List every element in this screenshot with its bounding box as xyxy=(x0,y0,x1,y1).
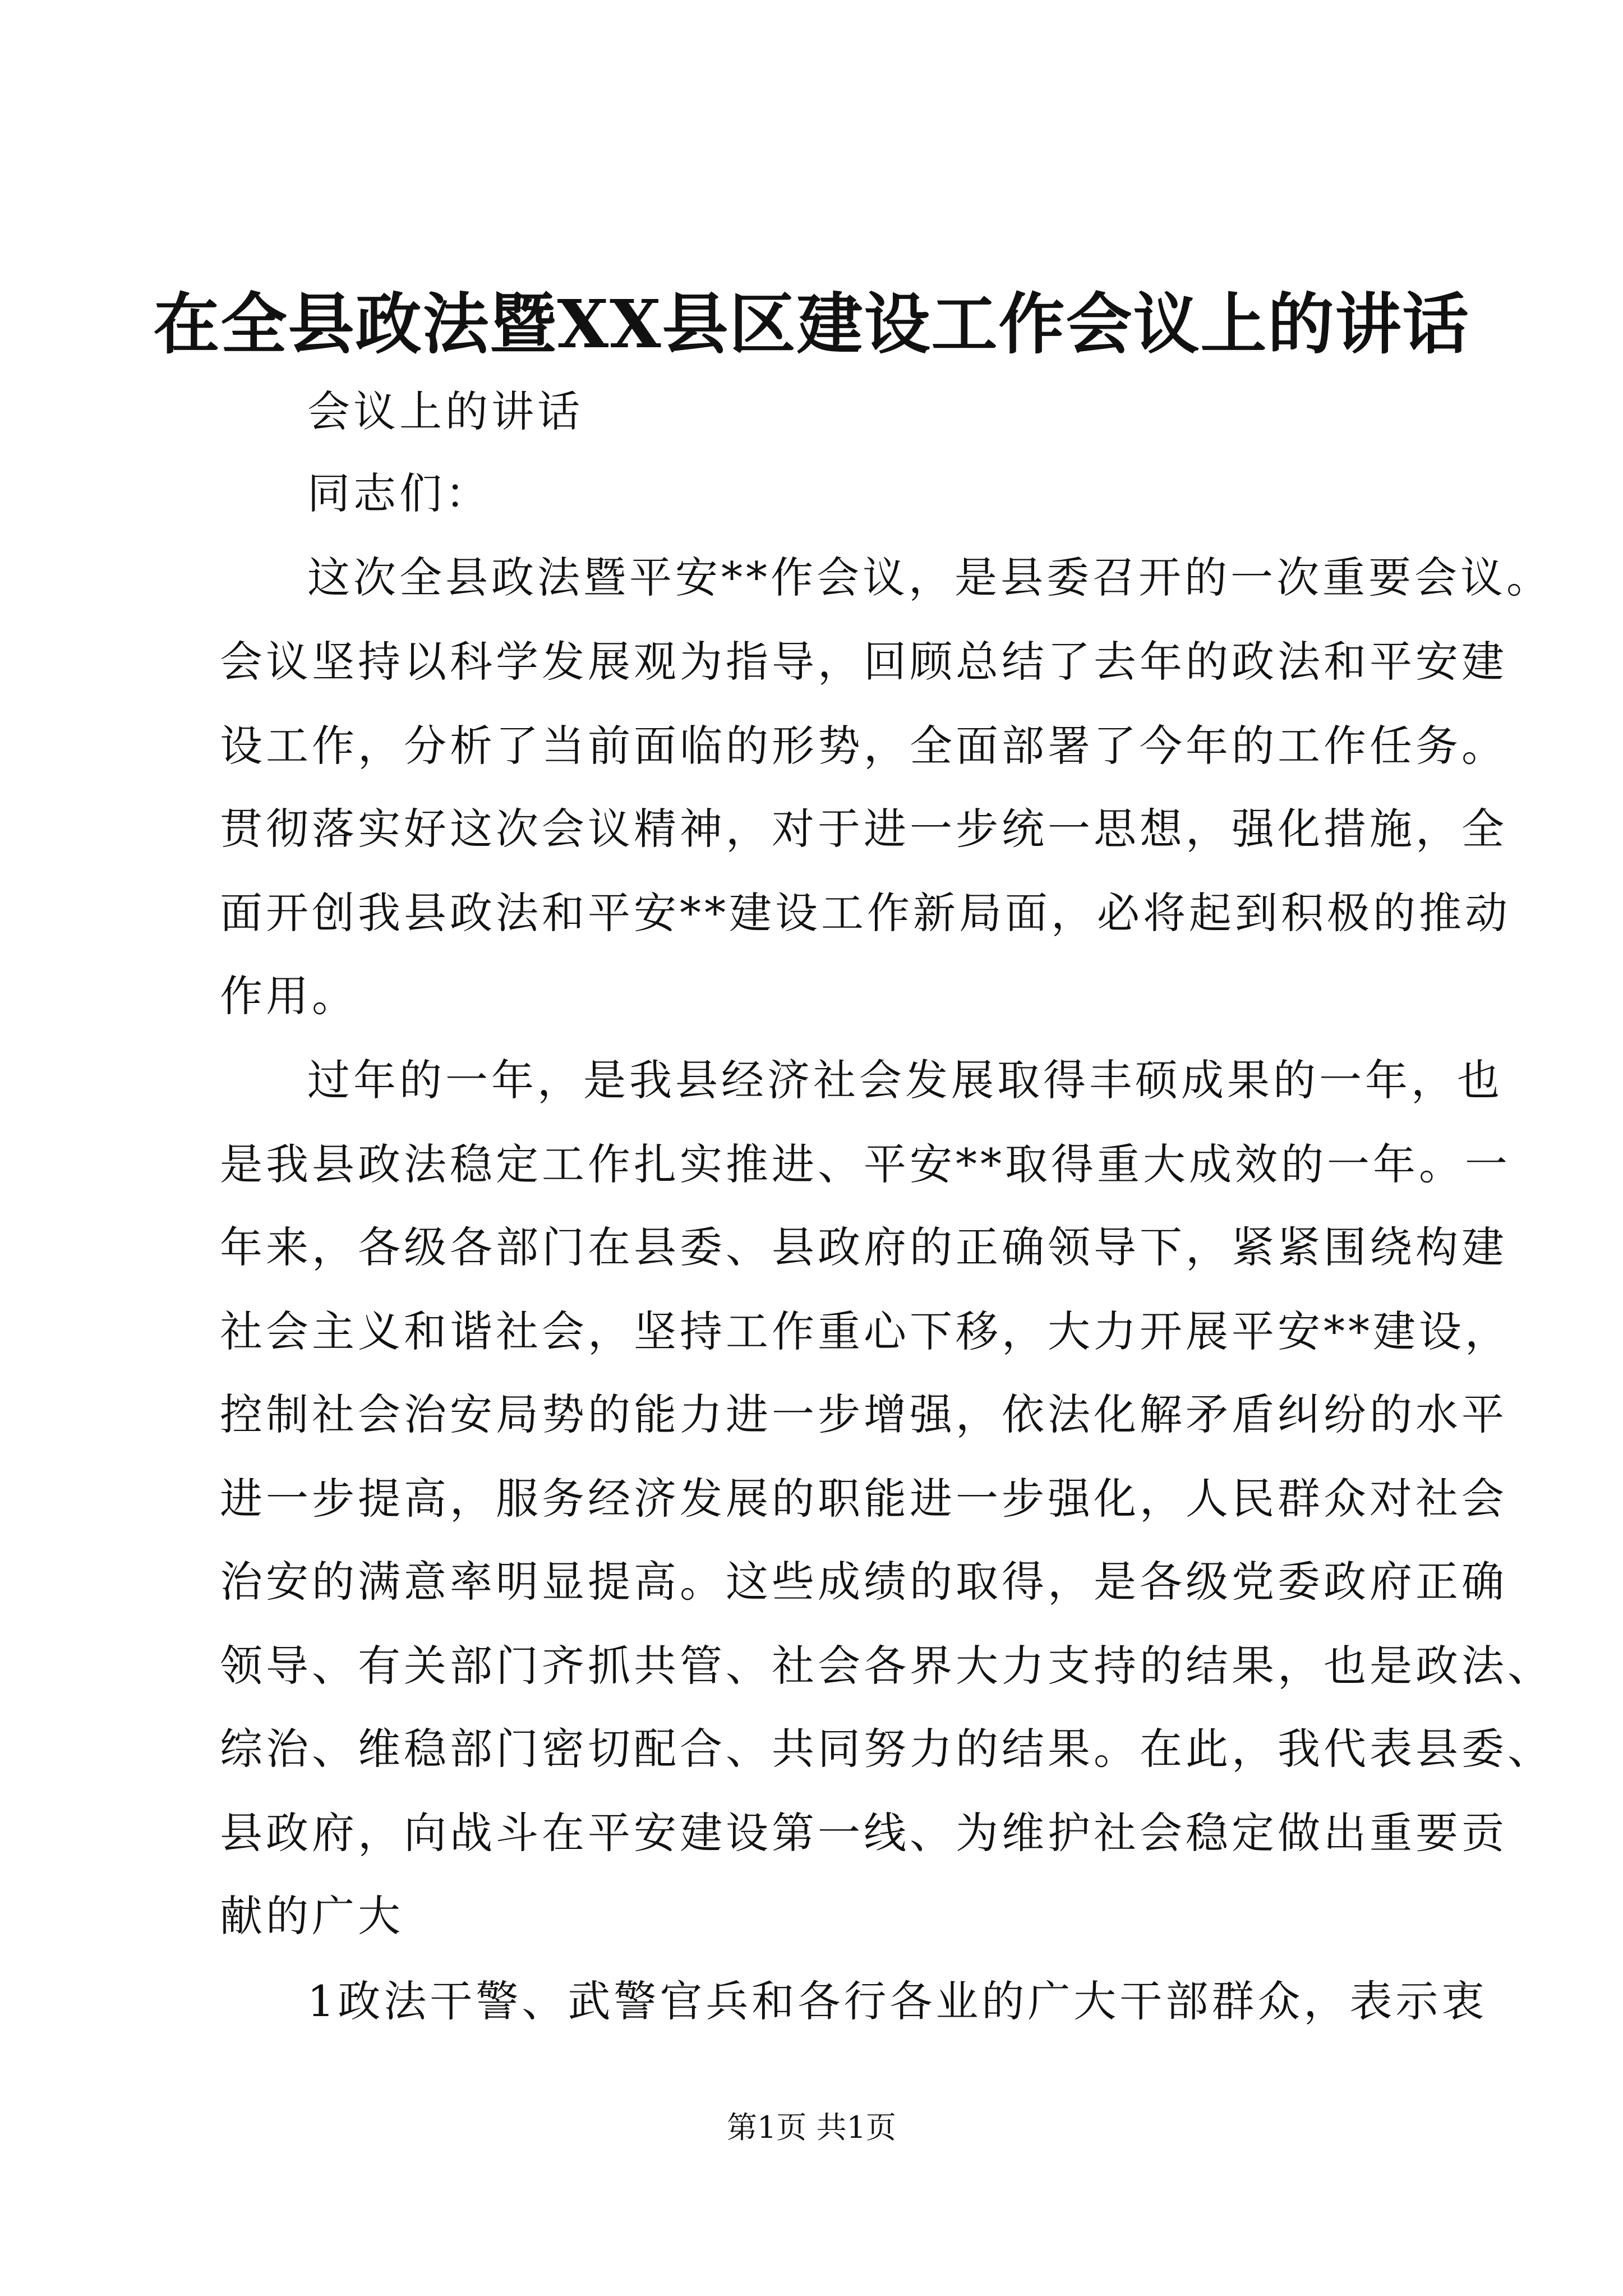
paragraph-1-line: 作用。 xyxy=(220,971,358,1021)
paragraph-2-line: 领导、有关部门齐抓共管、社会各界大力支持的结果，也是政法、 xyxy=(220,1641,1553,1691)
paragraph-2-line: 社会主义和谐社会，坚持工作重心下移，大力开展平安**建设， xyxy=(220,1306,1511,1356)
paragraph-2-line: 是我县政法稳定工作扎实推进、平安**取得重大成效的一年。一 xyxy=(220,1139,1511,1189)
paragraph-2-line: 县政府，向战斗在平安建设第一线、为维护社会稳定做出重要贡 xyxy=(220,1808,1507,1858)
paragraph-2-line: 治安的满意率明显提高。这些成绩的取得，是各级党委政府正确 xyxy=(220,1557,1507,1607)
paragraph-1-line: 设工作，分析了当前面临的形势，全面部署了今年的工作任务。 xyxy=(220,721,1507,771)
paragraph-2-line: 控制社会治安局势的能力进一步增强，依法化解矛盾纠纷的水平 xyxy=(220,1389,1507,1439)
paragraph-1-line: 会议坚持以科学发展观为指导，回顾总结了去年的政法和平安建 xyxy=(220,637,1507,687)
paragraph-2-line: 过年的一年，是我县经济社会发展取得丰硕成果的一年，也 xyxy=(307,1055,1503,1105)
paragraph-3-line: 1政法干警、武警官兵和各行各业的广大干部群众，表示衷 xyxy=(307,1976,1488,2026)
paragraph-1-line: 贯彻落实好这次会议精神，对于进一步统一思想，强化措施，全 xyxy=(220,804,1507,854)
salutation: 同志们： xyxy=(307,468,491,518)
paragraph-2-line: 献的广大 xyxy=(220,1891,404,1941)
paragraph-1-line: 面开创我县政法和平安**建设工作新局面，必将起到积极的推动 xyxy=(220,888,1511,938)
document-title: 在全县政法暨XX县区建设工作会议上的讲话 xyxy=(153,285,1470,363)
paragraph-2-line: 进一步提高，服务经济发展的职能进一步强化，人民群众对社会 xyxy=(220,1474,1507,1524)
page-footer: 第1页 共1页 xyxy=(727,2110,896,2145)
paragraph-1-line: 这次全县政法暨平安**作会议，是县委召开的一次重要会议。 xyxy=(307,553,1552,602)
document-subtitle: 会议上的讲话 xyxy=(307,386,583,436)
paragraph-2-line: 综治、维稳部门密切配合、共同努力的结果。在此，我代表县委、 xyxy=(220,1724,1553,1774)
paragraph-2-line: 年来，各级各部门在县委、县政府的正确领导下，紧紧围绕构建 xyxy=(220,1222,1507,1272)
